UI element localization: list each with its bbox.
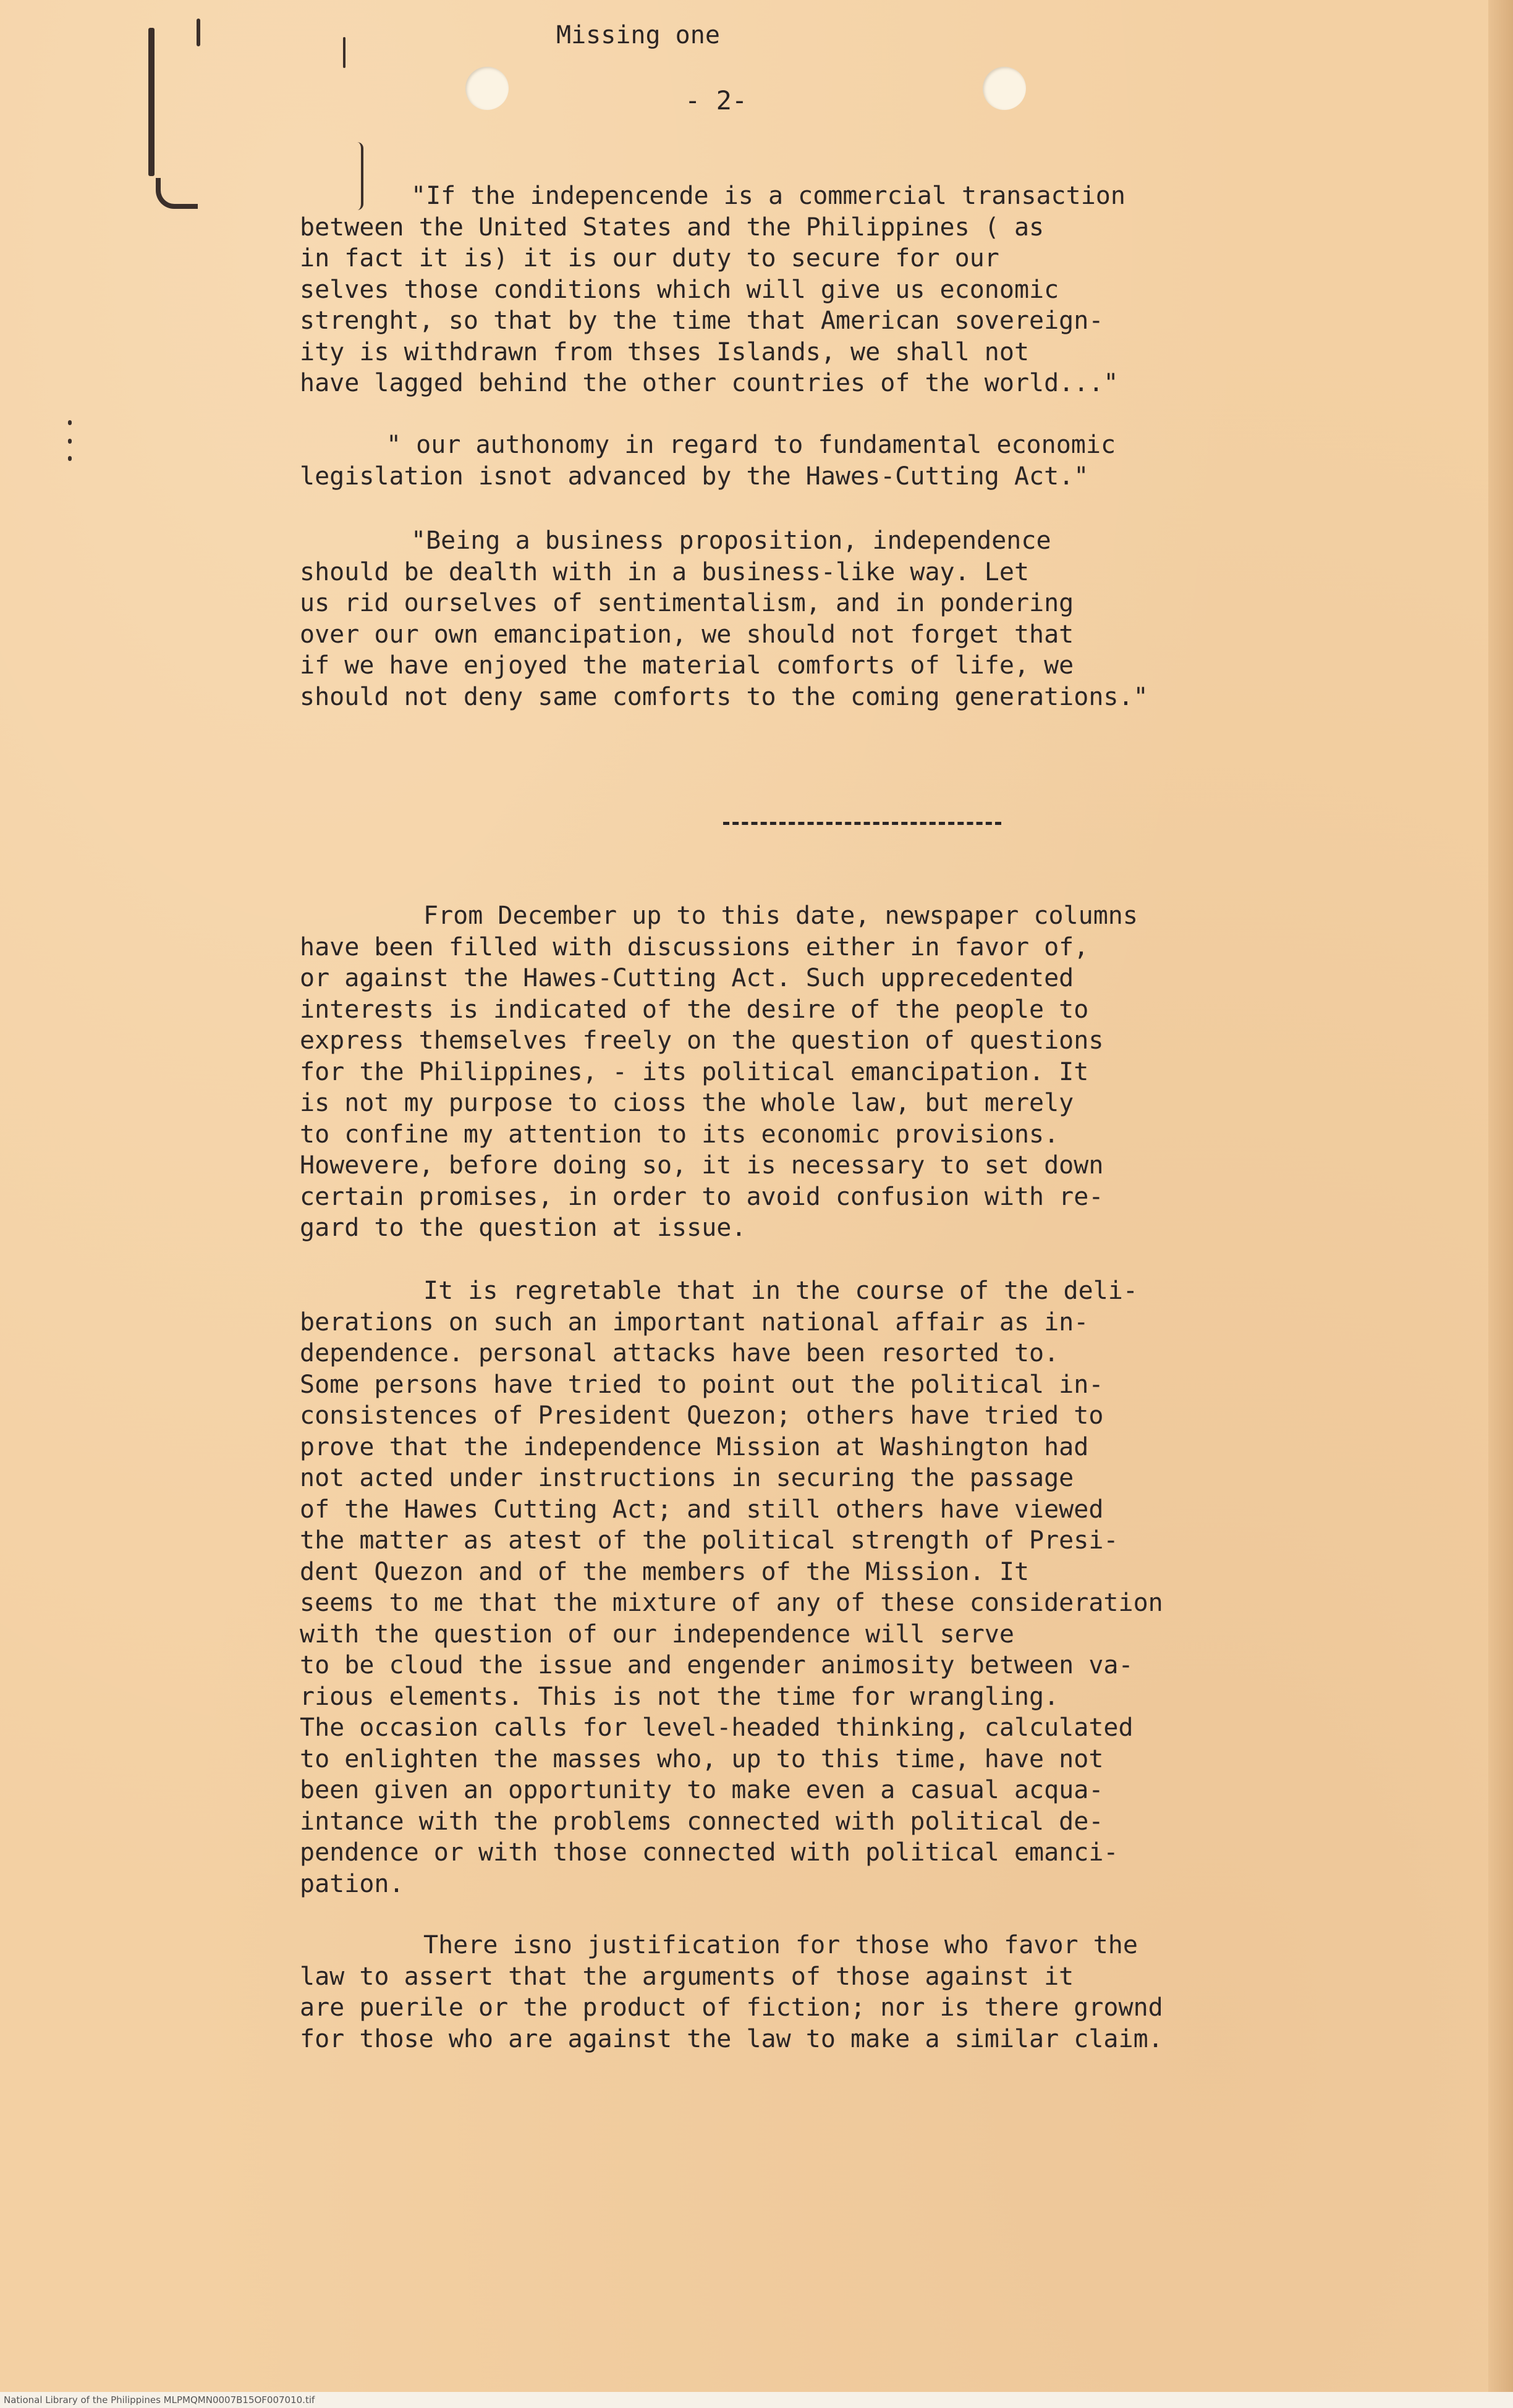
margin-mark <box>68 456 72 461</box>
scan-footer-label: National Library of the Philippines MLPMQMN0007B15OF007010.tif <box>4 2394 315 2406</box>
margin-mark <box>343 37 345 68</box>
body-paragraph: It is regretable that in the course of the deli- berations on such an important national affair as in- dependence. personal attacks have been resorted to. Some persons have tried to point out the political in- consistences of President Quezon; others have tried to prove that the independence Mission at Washington had not acted under instructions in securing the passage of the Hawes Cutting Act; and still others have viewed the matter as atest of the political strength of Presi- dent Quezon and of the members of the Mission. It seems to me that the mixture of any of these consideration with the question of our independence will serve to be cloud the issue and engender animosity between va- rious elements. This is not the time for wrangling. The occasion calls for level-headed thinking, calculated to enlighten the masses who, up to this time, have not been given an opportunity to make even a casual acqua- intance with the problems connected with political de- pendence or with those connected with political emanci- pation. <box>300 1277 1163 1898</box>
punch-hole-right <box>983 67 1026 110</box>
body-paragraph: From December up to this date, newspaper columns have been filled with discussions either in favor of, or against the Hawes-Cutting Act. Such upprecedented interests is indicated of the desire of the people to express themselves freely on the question of questions for the Philippines, - its political emancipation. It is not my purpose to cioss the whole law, but merely to confine my attention to its economic provisions. Howevere, before doing so, it is necessary to set down certain promises, in order to avoid confusion with re- gard to the question at issue. <box>300 902 1138 1242</box>
quote-paragraph: "Being a business proposition, independence should be dealth with in a business-like way. Let us rid ourselves of sentimentalism, and in pondering over our own emancipation, we should not forget that if we have enjoyed the material comforts of life, we should not deny same comforts to the coming generations." <box>300 526 1148 711</box>
body-paragraph: There isno justification for those who favor the law to assert that the arguments of those against it are puerile or the product of fiction; nor is there grownd for those who are against the law to make a similar claim. <box>300 1931 1163 2053</box>
margin-mark <box>68 420 72 425</box>
punch-hole-left <box>465 67 509 110</box>
quote-paragraph: "If the indepencende is a commercial transaction between the United States and the Philippines ( as in fact it is) it is our duty to secure for our selves those conditions which will give us economic strenght, so that by the time that American sovereign- ity is withdrawn from thses Islands, we shall not have lagged behind the other countries of the world..." <box>300 182 1125 397</box>
quote-paragraph: " our authonomy in regard to fundamental economic legislation isnot advanced by the Hawes-Cutting Act." <box>300 431 1116 491</box>
section-divider <box>723 822 1001 825</box>
scan-footer-strip <box>0 2392 1513 2408</box>
margin-mark <box>68 439 72 444</box>
margin-mark <box>156 178 198 209</box>
margin-mark <box>148 28 155 176</box>
header-note: Missing one <box>556 21 720 49</box>
page-number: - 2- <box>685 85 748 116</box>
page-edge-shadow <box>1488 0 1513 2408</box>
margin-mark <box>197 19 200 46</box>
